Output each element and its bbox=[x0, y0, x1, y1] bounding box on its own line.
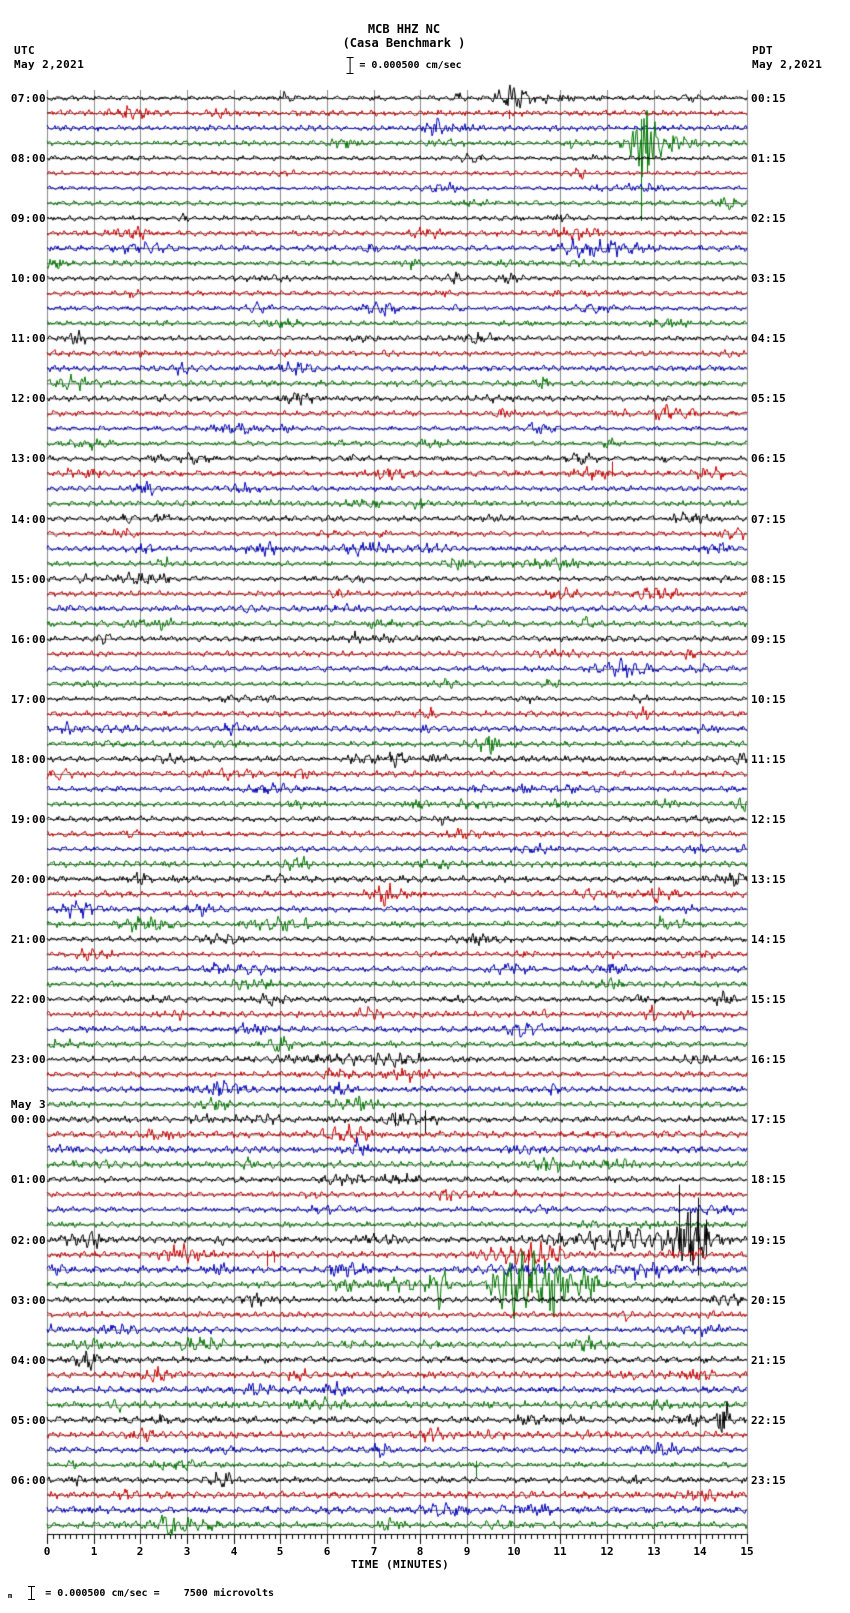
pdt-time-label: 14:15 bbox=[751, 933, 787, 946]
x-axis-tick-label: 3 bbox=[183, 1545, 191, 1558]
utc-time-label: 04:00 bbox=[10, 1354, 46, 1367]
pdt-time-label: 15:15 bbox=[751, 993, 787, 1006]
pdt-time-label: 16:15 bbox=[751, 1053, 787, 1066]
utc-time-label: 08:00 bbox=[10, 152, 46, 165]
utc-time-label: 01:00 bbox=[10, 1173, 46, 1186]
pdt-time-label: 00:15 bbox=[751, 92, 787, 105]
utc-time-label: 20:00 bbox=[10, 873, 46, 886]
utc-time-label: 21:00 bbox=[10, 933, 46, 946]
x-axis-title: TIME (MINUTES) bbox=[350, 1558, 450, 1571]
pdt-time-label: 06:15 bbox=[751, 452, 787, 465]
pdt-time-label: 21:15 bbox=[751, 1354, 787, 1367]
utc-time-label: 15:00 bbox=[10, 573, 46, 586]
utc-time-label: 06:00 bbox=[10, 1474, 46, 1487]
pdt-time-label: 18:15 bbox=[751, 1173, 787, 1186]
utc-time-label: 12:00 bbox=[10, 392, 46, 405]
title-block bbox=[343, 22, 466, 74]
utc-time-label: 14:00 bbox=[10, 513, 46, 526]
x-axis-tick-label: 13 bbox=[647, 1545, 661, 1558]
utc-time-label: 19:00 bbox=[10, 813, 46, 826]
station-name: (Casa Benchmark ) bbox=[342, 36, 466, 50]
pdt-time-label: 05:15 bbox=[751, 392, 787, 405]
scale-value: = 0.000500 cm/sec bbox=[359, 59, 462, 71]
pdt-time-label: 12:15 bbox=[751, 813, 787, 826]
pdt-time-label: 23:15 bbox=[751, 1474, 787, 1487]
utc-time-label: 10:00 bbox=[10, 272, 46, 285]
utc-header bbox=[14, 44, 84, 72]
right-date: May 2,2021 bbox=[752, 58, 823, 71]
utc-time-label: 09:00 bbox=[10, 212, 46, 225]
utc-time-label: 11:00 bbox=[10, 332, 46, 345]
date-rollover-label: May 3 bbox=[10, 1098, 46, 1111]
footer-prefix: m bbox=[8, 1592, 13, 1600]
pdt-time-label: 17:15 bbox=[751, 1113, 787, 1126]
pdt-time-label: 19:15 bbox=[751, 1234, 787, 1247]
x-axis-tick-label: 15 bbox=[740, 1545, 754, 1558]
scale-bar-icon bbox=[346, 57, 353, 74]
x-axis-tick-label: 14 bbox=[693, 1545, 707, 1558]
pdt-time-label: 04:15 bbox=[751, 332, 787, 345]
pdt-time-label: 08:15 bbox=[751, 573, 787, 586]
pdt-time-label: 13:15 bbox=[751, 873, 787, 886]
left-timezone: UTC bbox=[14, 44, 36, 57]
utc-time-label: 16:00 bbox=[10, 633, 46, 646]
pdt-time-label: 07:15 bbox=[751, 513, 787, 526]
left-date: May 2,2021 bbox=[14, 58, 85, 71]
x-axis-tick-label: 0 bbox=[43, 1545, 51, 1558]
x-axis-tick-label: 4 bbox=[230, 1545, 238, 1558]
utc-time-label: 13:00 bbox=[10, 452, 46, 465]
footer-scale-bar-icon bbox=[28, 1586, 35, 1600]
pdt-time-label: 20:15 bbox=[751, 1294, 787, 1307]
utc-time-label: 07:00 bbox=[10, 92, 46, 105]
utc-time-label: 22:00 bbox=[10, 993, 46, 1006]
pdt-time-label: 10:15 bbox=[751, 693, 787, 706]
x-axis-tick-label: 2 bbox=[136, 1545, 144, 1558]
x-axis-tick-label: 12 bbox=[600, 1545, 614, 1558]
station-code: MCB HHZ NC bbox=[367, 22, 441, 36]
pdt-time-label: 02:15 bbox=[751, 212, 787, 225]
amplitude-scale-line bbox=[343, 57, 466, 74]
pdt-time-label: 09:15 bbox=[751, 633, 787, 646]
pdt-header bbox=[752, 44, 822, 72]
x-axis-tick-label: 8 bbox=[416, 1545, 424, 1558]
pdt-time-label: 22:15 bbox=[751, 1414, 787, 1427]
utc-time-label: 03:00 bbox=[10, 1294, 46, 1307]
utc-time-label: 23:00 bbox=[10, 1053, 46, 1066]
x-axis-tick-label: 11 bbox=[553, 1545, 567, 1558]
x-axis-tick-label: 5 bbox=[276, 1545, 284, 1558]
right-timezone: PDT bbox=[752, 44, 774, 57]
x-axis-tick-label: 9 bbox=[463, 1545, 471, 1558]
footer-scale-note bbox=[8, 1586, 274, 1600]
x-axis-tick-label: 10 bbox=[507, 1545, 521, 1558]
x-axis-tick-label: 6 bbox=[323, 1545, 331, 1558]
utc-time-label: 00:00 bbox=[10, 1113, 46, 1126]
x-axis-tick-label: 1 bbox=[90, 1545, 98, 1558]
footer-scale-text: = 0.000500 cm/sec = 7500 microvolts bbox=[45, 1587, 274, 1599]
pdt-time-label: 01:15 bbox=[751, 152, 787, 165]
pdt-time-label: 11:15 bbox=[751, 753, 787, 766]
pdt-time-label: 03:15 bbox=[751, 272, 787, 285]
x-axis-tick-label: 7 bbox=[370, 1545, 378, 1558]
utc-time-label: 17:00 bbox=[10, 693, 46, 706]
utc-time-label: 05:00 bbox=[10, 1414, 46, 1427]
utc-time-label: 02:00 bbox=[10, 1234, 46, 1247]
utc-time-label: 18:00 bbox=[10, 753, 46, 766]
